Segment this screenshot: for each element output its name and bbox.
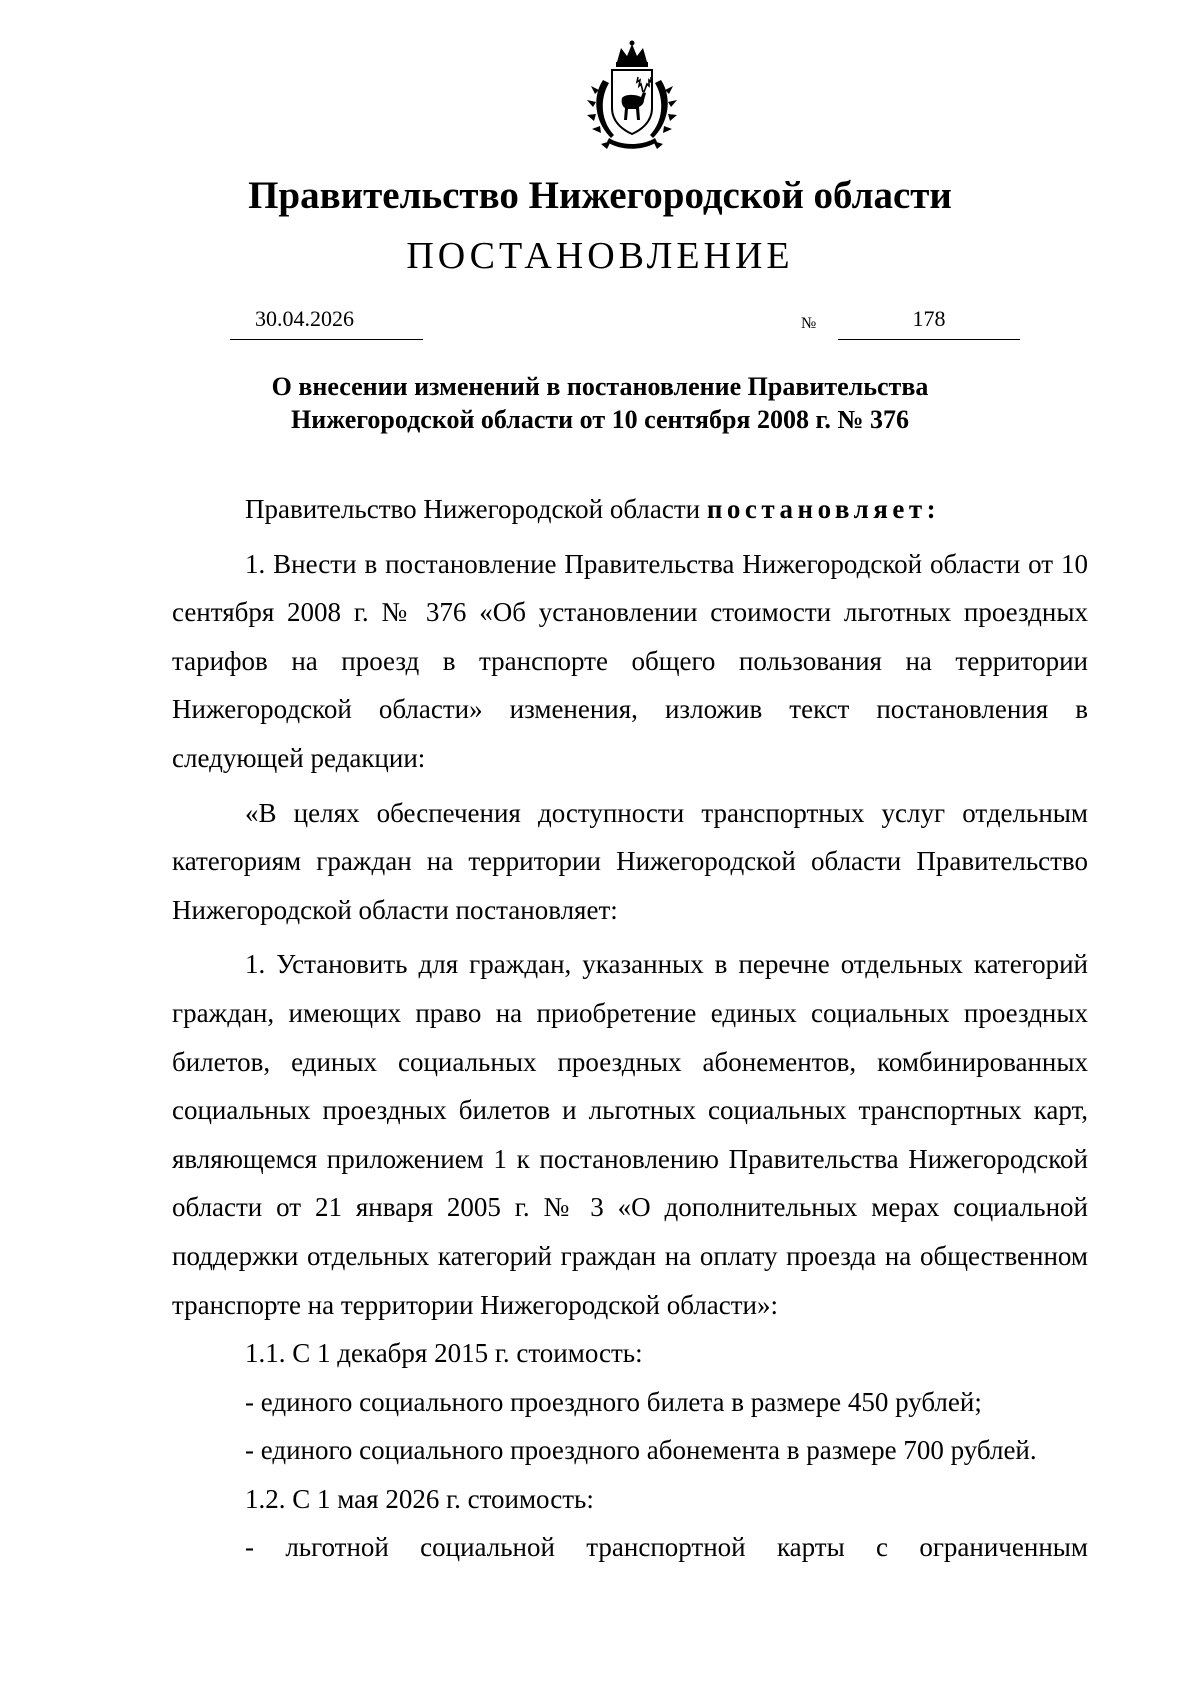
body-paragraph: - единого социального проездного билета в размере 450 рублей; bbox=[245, 1386, 982, 1417]
government-title: Правительство Нижегородской области bbox=[248, 174, 952, 217]
subject-line: Нижегородской области от 10 сентября 2008 г. № 376 bbox=[291, 405, 909, 434]
coat-of-arms-emblem bbox=[581, 40, 683, 152]
body-paragraph: 1. Внести в постановление Правительства Нижегородской области от 10 сентября 2008 г. № 376 «Об установлении стоимости льготных проездных тарифов на проезд в транспорте общего пользования на территории Нижегородской области» изменения, изложив текст постановления в следующей редакции: bbox=[172, 548, 1088, 773]
subject-line: О внесении изменений в постановление Правительства bbox=[271, 372, 929, 401]
preamble-text: Правительство Нижегородской области bbox=[245, 494, 701, 524]
preamble-paragraph bbox=[172, 485, 1088, 534]
document-type-heading: ПОСТАНОВЛЕНИЕ bbox=[406, 235, 794, 277]
body-paragraph: 1.2. С 1 мая 2026 г. стоимость: bbox=[245, 1483, 594, 1514]
body-paragraph: 1.1. С 1 декабря 2015 г. стоимость: bbox=[245, 1338, 643, 1369]
body-paragraph: - льготной социальной транспортной карты с ограниченным bbox=[245, 1532, 1088, 1563]
document-body bbox=[172, 485, 1088, 1572]
document-number-field bbox=[838, 305, 1020, 340]
preamble-verb: постановляет: bbox=[706, 494, 941, 524]
document-date: 30.04.2026 bbox=[255, 306, 354, 331]
document-date-field bbox=[230, 305, 423, 340]
document-number: 178 bbox=[912, 306, 946, 331]
body-paragraph: - единого социального проездного абонемента в размере 700 рублей. bbox=[245, 1435, 1037, 1466]
document-subject bbox=[0, 370, 1200, 436]
number-sign: № bbox=[801, 315, 817, 332]
body-paragraph: 1. Установить для граждан, указанных в перечне отдельных категорий граждан, имеющих право на приобретение единых социальных проездных билетов, единых социальных проездных абонементов, комбинированных социальных проездных билетов и льготных социальных транспортных карт, являющемся приложением 1 к постановлению Правительства Нижегородской области от 21 января 2005 г. № 3 «О дополнительных мерах социальной поддержки отдельных категорий граждан на оплату проезда на общественном транспорте на территории Нижегородской области»: bbox=[172, 949, 1088, 1320]
body-paragraph: «В целях обеспечения доступности транспортных услуг отдельным категориям граждан на территории Нижегородской области Правительство Нижегородской области постановляет: bbox=[172, 797, 1088, 925]
